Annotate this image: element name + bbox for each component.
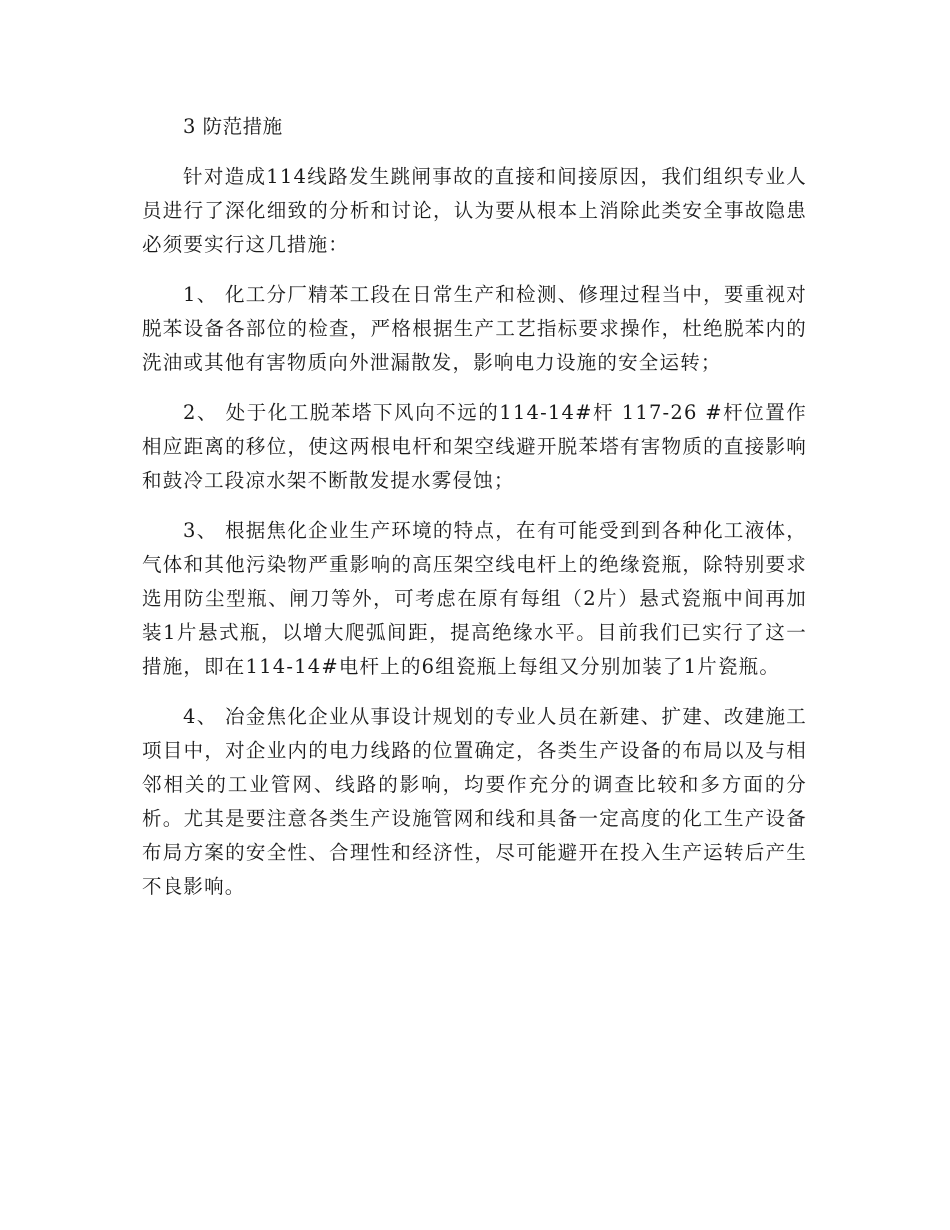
- measure-1-paragraph: 1、 化工分厂精苯工段在日常生产和检测、修理过程当中，要重视对脱苯设备各部位的检查，严格根据生产工艺指标要求操作，杜绝脱苯内的洗油或其他有害物质向外泄漏散发，影响电力设施的安全运转；: [142, 283, 807, 374]
- measure-3-paragraph: 3、 根据焦化企业生产环境的特点，在有可能受到到各种化工液体，气体和其他污染物严重影响的高压架空线电杆上的绝缘瓷瓶，除特别要求选用防尘型瓶、闸刀等外，可考虑在原有每组（2片）悬式瓷瓶中间再加装1片悬式瓶，以增大爬弧间距，提高绝缘水平。目前我们已实行了这一措施，即在114-14#电杆上的6组瓷瓶上每组又分别加装了1片瓷瓶。: [142, 519, 807, 678]
- section-heading: 3 防范措施: [183, 115, 283, 138]
- intro-paragraph: 针对造成114线路发生跳闸事故的直接和间接原因，我们组织专业人员进行了深化细致的分析和讨论，认为要从根本上消除此类安全事故隐患必须要实行这几措施：: [142, 165, 807, 256]
- measure-2-paragraph: 2、 处于化工脱苯塔下风向不远的114-14#杆 117-26 #杆位置作相应距离的移位，使这两根电杆和架空线避开脱苯塔有害物质的直接影响和鼓冷工段凉水架不断散发提水雾侵蚀；: [142, 401, 807, 492]
- document-body: [142, 110, 807, 920]
- measure-4-paragraph: 4、 冶金焦化企业从事设计规划的专业人员在新建、扩建、改建施工项目中，对企业内的电力线路的位置确定，各类生产设备的布局以及与相邻相关的工业管网、线路的影响，均要作充分的调查比较和多方面的分析。尤其是要注意各类生产设施管网和线和具备一定高度的化工生产设备布局方案的安全性、合理性和经济性，尽可能避开在投入生产运转后产生不良影响。: [142, 705, 807, 898]
